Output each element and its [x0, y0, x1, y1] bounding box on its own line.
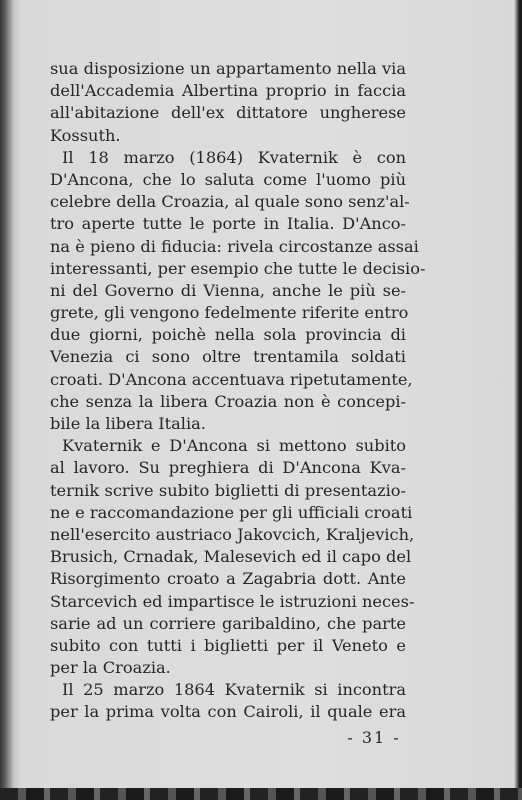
- text-line: Il 25 marzo 1864 Kvaternik si incontra: [62, 680, 406, 700]
- text-line: D'Ancona, che lo saluta come l'uomo più: [50, 169, 406, 189]
- text-line: sarie ad un corriere garibaldino, che parte: [50, 613, 406, 633]
- page-number: - 31 -: [347, 728, 401, 747]
- text-line: per la prima volta con Cairoli, il quale era: [50, 702, 406, 722]
- text-line: interessanti, per esempio che tutte le decisio-: [50, 258, 426, 278]
- text-line: che senza la libera Croazia non è concepi-: [50, 391, 406, 411]
- text-line: Brusich, Crnadak, Malesevich ed il capo del: [50, 547, 412, 567]
- text-line: Kvaternik e D'Ancona si mettono subito: [62, 436, 406, 456]
- text-line: tro aperte tutte le porte in Italia. D'Anco-: [50, 214, 406, 234]
- body-text: [50, 58, 426, 724]
- binding-shadow: [0, 0, 14, 800]
- page-edge-right: [514, 0, 522, 800]
- text-line: ternik scrive subito biglietti di presentazio-: [50, 480, 406, 500]
- text-line: subito con tutti i biglietti per il Veneto e: [50, 635, 406, 655]
- text-line: all'abitazione dell'ex dittatore ungherese: [50, 103, 406, 123]
- text-line: Kossuth.: [50, 125, 121, 145]
- text-line: Risorgimento croato a Zagabria dott. Ante: [50, 569, 406, 589]
- text-line: nell'esercito austriaco Jakovcich, Kraljevich,: [50, 524, 415, 544]
- text-line: na è pieno di fiducia: rivela circostanze assai: [50, 236, 419, 256]
- text-line: croati. D'Ancona accentuava ripetutamente,: [50, 369, 413, 389]
- text-line: per la Croazia.: [50, 658, 171, 678]
- text-line: celebre della Croazia, al quale sono senz'al-: [50, 192, 410, 212]
- text-line: dell'Accademia Albertina proprio in faccia: [50, 81, 406, 101]
- text-line: Venezia ci sono oltre trentamila soldati: [50, 347, 406, 367]
- text-line: Starcevich ed impartisce le istruzioni neces-: [50, 591, 415, 611]
- text-line: al lavoro. Su preghiera di D'Ancona Kva-: [50, 458, 406, 478]
- text-line: due giorni, poichè nella sola provincia di: [50, 325, 406, 345]
- text-line: sua disposizione un appartamento nella via: [50, 59, 406, 78]
- text-line: ne e raccomandazione per gli ufficiali croati: [50, 502, 413, 522]
- text-line: grete, gli vengono fedelmente riferite entro: [50, 303, 409, 323]
- text-line: ni del Governo di Vienna, anche le più se-: [50, 280, 406, 300]
- text-line: bile la libera Italia.: [50, 414, 206, 433]
- page-edge-bottom: [0, 788, 522, 800]
- text-line: Il 18 marzo (1864) Kvaternik è con: [62, 147, 406, 167]
